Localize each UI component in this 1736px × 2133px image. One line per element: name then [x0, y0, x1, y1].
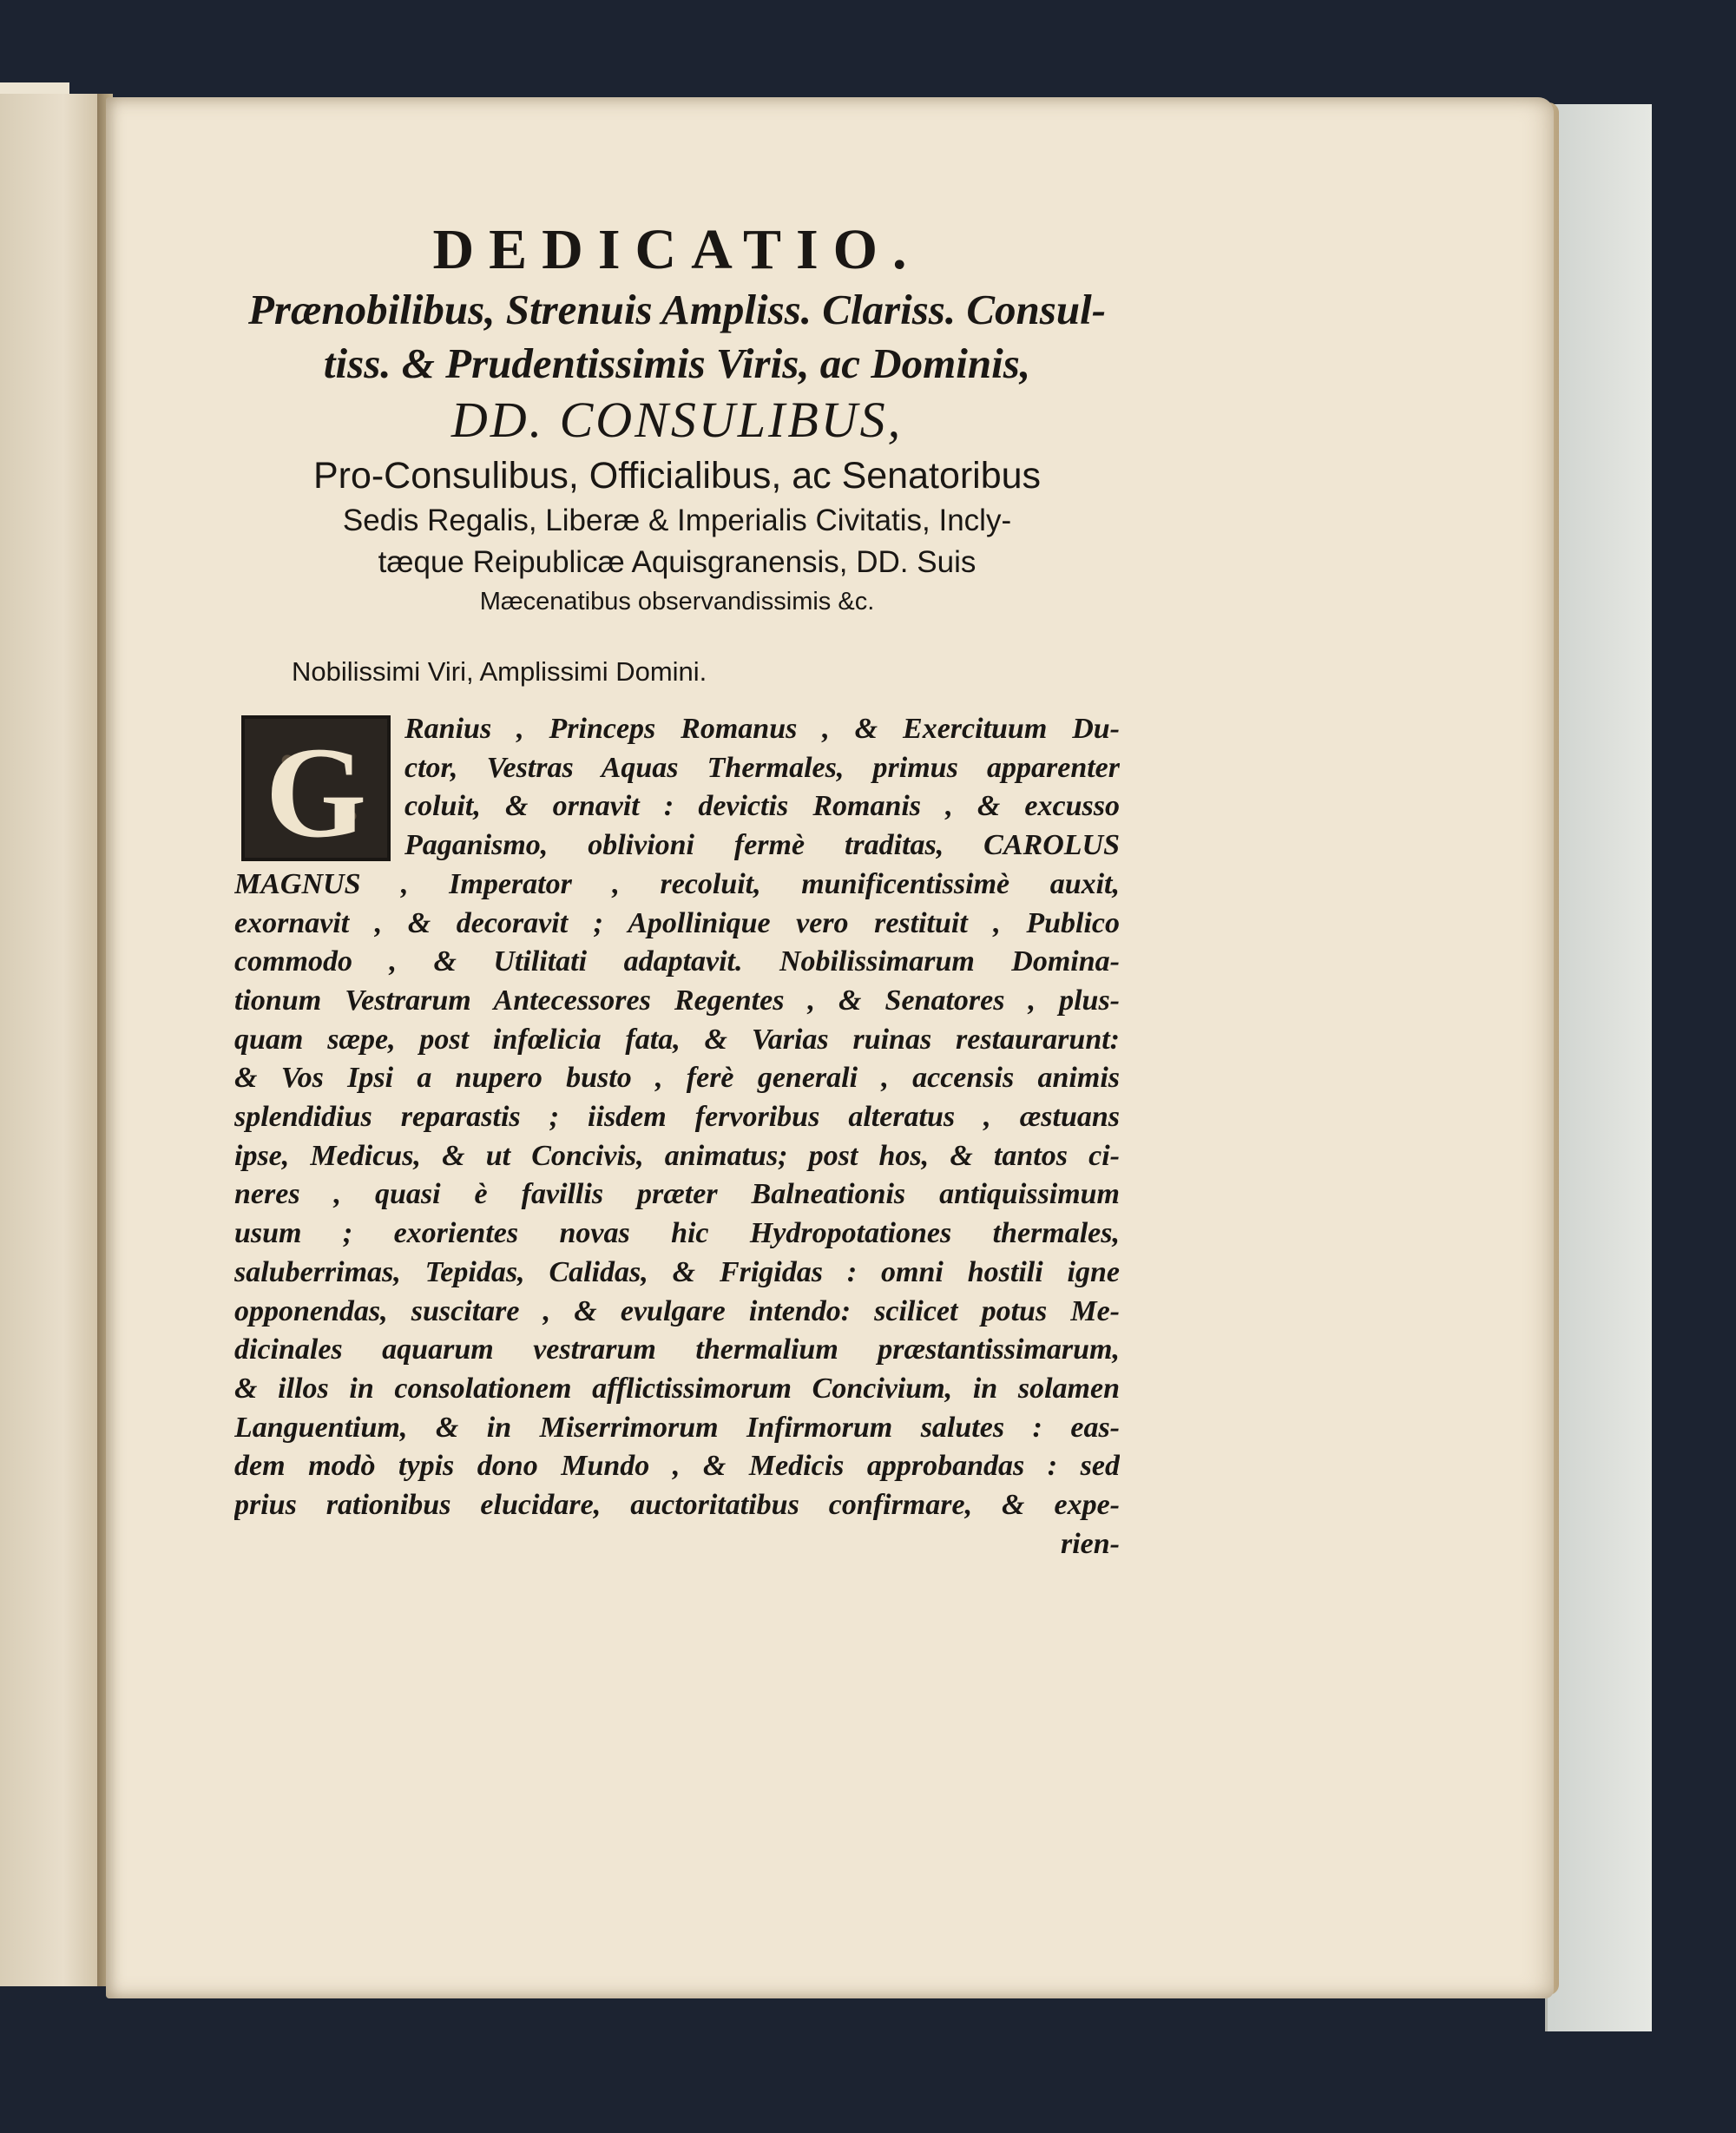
- dedication-text: [234, 217, 1120, 1564]
- body-line: Ranius , Princeps Romanus , & Exercituum Du-: [404, 713, 1120, 745]
- maecenas-line: Mæcenatibus observandissimis &c.: [479, 588, 875, 616]
- body-line: prius rationibus elucidare, auctoritatibus confirmare, & expe-: [234, 1489, 1120, 1522]
- body-line: Languentium, & in Miserrimorum Infirmorum salutes : eas-: [234, 1411, 1120, 1444]
- body-line: splendidius reparastis ; iisdem fervoribus alteratus , æstuans: [234, 1101, 1120, 1134]
- page-title: DEDICATIO.: [432, 218, 922, 281]
- body-line: coluit, & ornavit : devictis Romanis , & excusso: [404, 790, 1120, 823]
- body-line: MAGNUS , Imperator , recoluit, munificentissimè auxit,: [234, 867, 1120, 900]
- body-line: & illos in consolationem afflictissimorum Concivium, in solamen: [234, 1372, 1120, 1405]
- body-line: quam sæpe, post infœlicia fata, & Varias ruinas restaurarunt:: [234, 1023, 1120, 1056]
- body-line: tionum Vestrarum Antecessores Regentes , & Senatores , plus-: [234, 984, 1120, 1017]
- body-line: dicinales aquarum vestrarum thermalium præstantissimarum,: [234, 1333, 1120, 1366]
- body-line: & Vos Ipsi a nupero busto , ferè generali , accensis animis: [234, 1062, 1120, 1095]
- book-cover-board: [1545, 104, 1652, 2031]
- address-line-1: Prænobilibus, Strenuis Ampliss. Clariss. Consul-: [247, 286, 1107, 333]
- body-line: neres , quasi è favillis præter Balneationis antiquissimum: [234, 1178, 1120, 1211]
- salutation: Nobilissimi Viri, Amplissimi Domini.: [292, 656, 707, 687]
- body-line: commodo , & Utilitati adaptavit. Nobilissimarum Domina-: [234, 945, 1120, 978]
- pro-consulibus-line: Pro-Consulibus, Officialibus, ac Senatoribus: [312, 455, 1042, 497]
- sedis-line-2: tæque Reipublicæ Aquisgranensis, DD. Suis: [378, 545, 976, 579]
- body-line: usum ; exorientes novas hic Hydropotationes thermales,: [234, 1217, 1120, 1250]
- address-line-2: tiss. & Prudentissimis Viris, ac Dominis,: [323, 339, 1031, 387]
- body-line: Paganismo, oblivioni fermè traditas, CAROLUS: [404, 829, 1120, 862]
- sedis-line-1: Sedis Regalis, Liberæ & Imperialis Civitatis, Incly-: [342, 504, 1012, 537]
- body-line: dem modò typis dono Mundo , & Medicis approbandas : sed: [234, 1450, 1120, 1483]
- catchword: rien-: [1061, 1527, 1120, 1560]
- decorated-initial: G: [241, 715, 391, 861]
- body-line: ipse, Medicus, & ut Concivis, animatus; post hos, & tantos ci-: [234, 1139, 1120, 1172]
- consulibus-line: DD. CONSULIBUS,: [450, 392, 904, 448]
- body-line: opponendas, suscitare , & evulgare intendo: scilicet potus Me-: [234, 1294, 1120, 1327]
- facing-page: [0, 94, 108, 1986]
- body-line: ctor, Vestras Aquas Thermales, primus apparenter: [404, 751, 1120, 784]
- body-line: exornavit , & decoravit ; Apollinique vero restituit , Publico: [234, 906, 1120, 939]
- body-line: saluberrimas, Tepidas, Calidas, & Frigidas : omni hostili igne: [234, 1255, 1120, 1288]
